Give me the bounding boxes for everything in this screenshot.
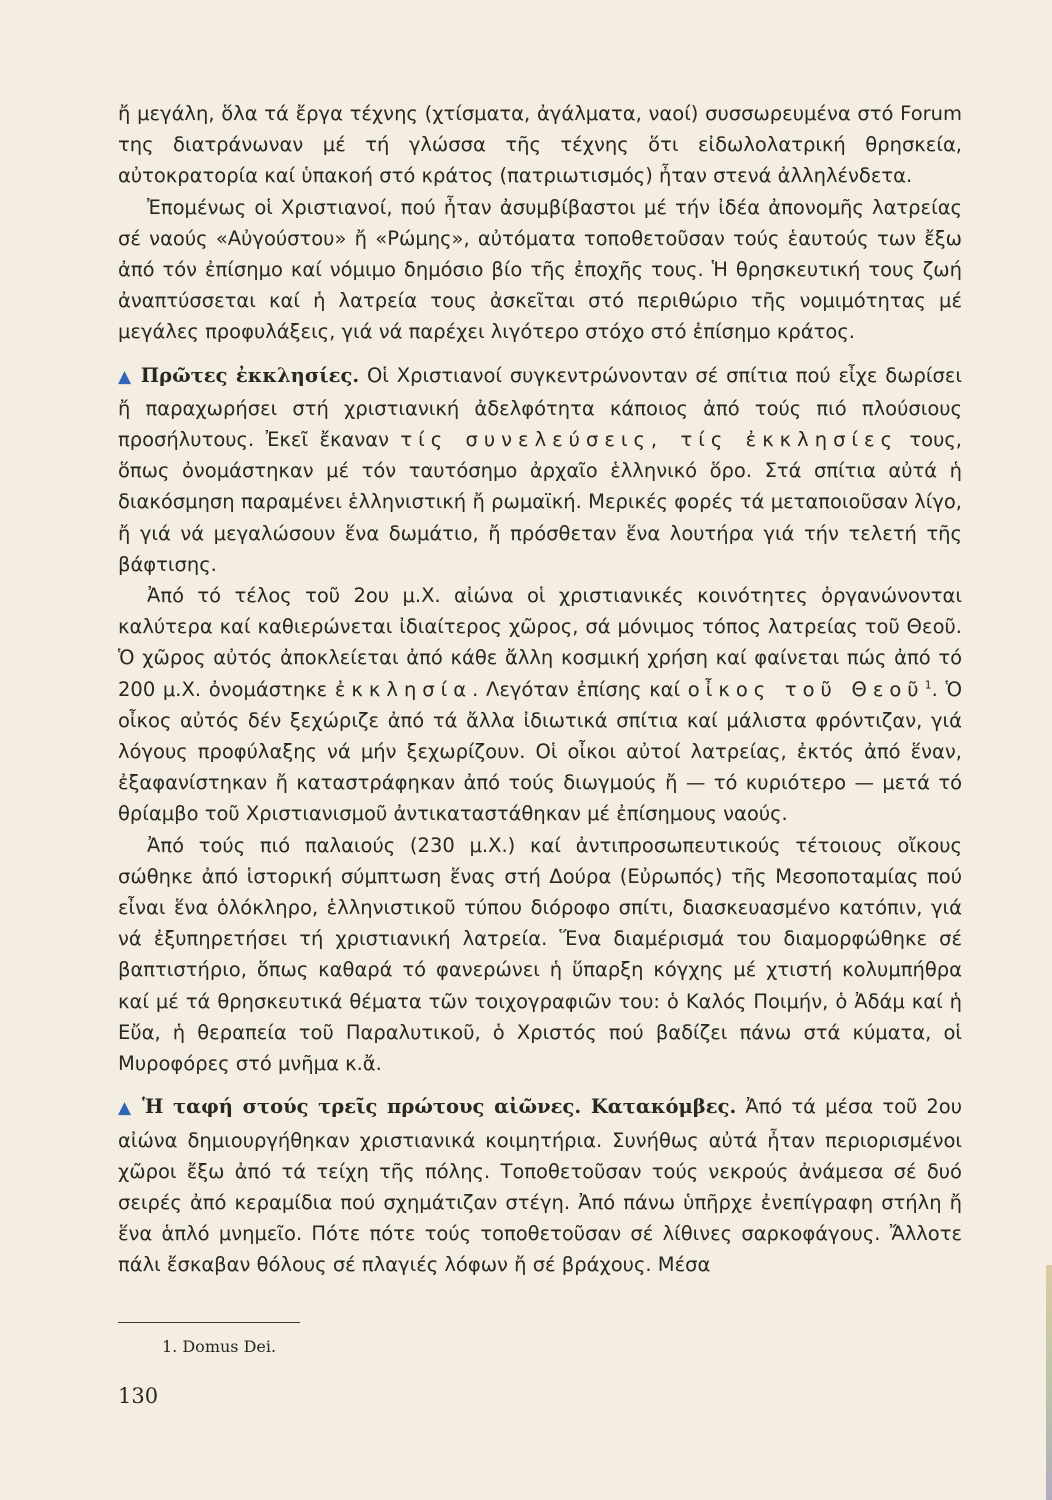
paragraph-1: ἤ μεγάλη, ὅλα τά ἔργα τέχνης (χτίσματα, ἀγάλματα, ναοί) συσσωρευμένα στό Forum της διατράνωναν μέ τή γλώσσα τῆς τέχνης ὅτι εἰδωλολατρική θρησκεία, αὐτοκρατορία καί ὑπακοή στό κράτος (πατριωτισμός) ἦταν στενά ἀλληλένδετα. [118,102,962,188]
spaced-term: οἶκος τοῦ Θεοῦ [687,677,925,701]
paragraph-2: Ἐπομένως οἱ Χριστιανοί, πού ἦταν ἀσυμβίβαστοι μέ τήν ἰδέα ἀπονομῆς λατρείας σέ ναούς «Αὐγούστου» ἤ «Ρώμης», αὐτόματα τοποθετοῦσαν τούς ἑαυτούς των ἔξω ἀπό τόν ἐπίσημο καί νόμιμο δημόσιο βίο τῆς ἐποχῆς τους. Ἡ θρησκευτική τους ζωή ἀναπτύσσεται καί ἡ λατρεία τους ἀσκεῖται στό περιθώριο τῆς νομιμότητας μέ μεγάλες προφυλάξεις, γιά νά παρέχει λιγότερο στόχο στό ἐπίσημο κράτος. [118,195,962,344]
section-heading-first-churches: Πρῶτες ἐκκλησίες. [140,363,360,387]
section-heading-burial: Ἡ ταφή στούς τρεῖς πρώτους αἰῶνες. Κατακόμβες. [141,1095,737,1119]
paragraph-dura-europos: Ἀπό τούς πιό παλαιούς (230 μ.Χ.) καί ἀντιπροσωπευτικούς τέτοιους οἴκους σώθηκε ἀπό ἱστορική σύμπτωση ἕνας στή Δούρα (Εὐρωπός) τῆς Μεσοποταμίας πού εἶναι ἕνα ὁλόκληρο, ἑλληνιστικοῦ τύπου διόροφο σπίτι, διασκευασμένο κατόπιν, γιά νά ἐξυπηρετήσει τή χριστιανική λατρεία. Ἕνα διαμέρισμά του διαμορφώθηκε σέ βαπτιστήριο, ὅπως καθαρά τό φανερώνει ἡ ὕπαρξη κόγχης μέ χτιστή κολυμπήθρα καί μέ τά θρησκευτικά θέματα τῶν τοιχογραφιῶν του: ὁ Καλός Ποιμήν, ὁ Ἀδάμ καί ἡ Εὔα, ἡ θεραπεία τοῦ Παραλυτικοῦ, ὁ Χριστός πού βαδίζει πάνω στά κύματα, οἱ Μυροφόρες στό μνῆμα κ.ἄ. [118,833,962,1076]
paragraph-text: Ἀπό τό τέλος τοῦ 2ου μ.Χ. αἰώνα οἱ χριστιανικές κοινότητες ὀργανώνονται καλύτερα καί καθιερώνεται ἰδιαίτερος χῶρος, σά μόνιμος τόπος λατρείας τοῦ Θεοῦ. Ὁ χῶρος αὐτός ἀποκλείεται ἀπό κάθε ἄλλη κοσμική χρήση καί φαίνεται πώς ἀπό τό 200 μ.Χ. ὀνομάστηκε [118,584,962,701]
body-text [118,98,962,1281]
paragraph-first-churches [118,360,962,580]
spaced-term: ἐκκλησία [334,677,473,701]
paragraph-text: τους, ὅπως ὀνομάστηκαν μέ τόν ταυτόσημο ἀρχαῖο ἑλληνικό ὅρο. Στά σπίτια αὐτά ἡ διακόσμηση παραμένει ἑλληνιστική ἤ ρωμαϊκή. Μερικές φορές τά μεταποιοῦσαν λίγο, ἤ γιά νά μεγαλώσουν ἕνα δωμάτιο, ἤ πρόσθεταν ἕνα λουτήρα γιά τήν τελετή τῆς βάφτισης. [118,428,962,576]
page-number: 130 [118,1384,159,1408]
footnote: 1. Domus Dei. [162,1337,277,1356]
paragraph-house-of-god [118,580,962,830]
paragraph-text: Ἀπό τά μέσα τοῦ 2ου αἰώνα δημιουργήθηκαν χριστιανικά κοιμητήρια. Συνήθως αὐτά ἦταν περιορισμένοι χῶροι ἔξω ἀπό τά τείχη τῆς πόλης. Τοποθετοῦσαν τούς νεκρούς ἀνάμεσα σέ δυό σειρές ἀπό κεραμίδια πού σχημάτιζαν στέγη. Ἀπό πάνω ὑπῆρχε ἐνεπίγραφη στήλη ἤ ἕνα ἁπλό μνημεῖο. Πότε πότε τούς τοποθετοῦσαν σέ λίθινες σαρκοφάγους. Ἄλλοτε πάλι ἔσκαβαν θόλους σέ πλαγιές λόφων ἤ σέ βράχους. Μέσα [118,1095,962,1277]
spaced-term: τίς συνελεύσεις, τίς ἐκκλησίες [400,428,899,452]
section-marker-icon: ▲ [118,1098,134,1119]
paragraph-text: Οἱ Χριστιανοί συγκεντρώνονταν σέ σπίτια πού εἶχε δωρίσει ἤ παραχωρήσει στή χριστιανική ἀδελφότητα κάποιος ἀπό τούς πιό πλούσιους προσήλυτους. Ἐκεῖ ἔκαναν [118,363,962,452]
footnote-ref: 1 [924,678,932,692]
paragraph-burial [118,1091,962,1280]
paragraph-text: . Ὁ οἶκος αὐτός δέν ξεχώριζε ἀπό τά ἄλλα ἰδιωτικά σπίτια καί μάλιστα φρόντιζαν, γιά λόγους προφύλαξης νά μήν ξεχωρίζουν. Οἱ οἶκοι αὐτοί λατρείας, ἐκτός ἀπό ἕναν, ἐξαφανίστηκαν ἤ καταστράφηκαν ἀπό τούς διωγμούς ἤ — τό κυριότερο — μετά τό θρίαμβο τοῦ Χριστιανισμοῦ ἀντικαταστάθηκαν μέ ἐπίσημους ναούς. [118,677,962,826]
paragraph-text: . Λεγόταν ἐπίσης καί [472,677,688,701]
page-edge [1046,1265,1052,1500]
footnote-divider [118,1322,300,1323]
section-marker-icon: ▲ [118,366,133,387]
